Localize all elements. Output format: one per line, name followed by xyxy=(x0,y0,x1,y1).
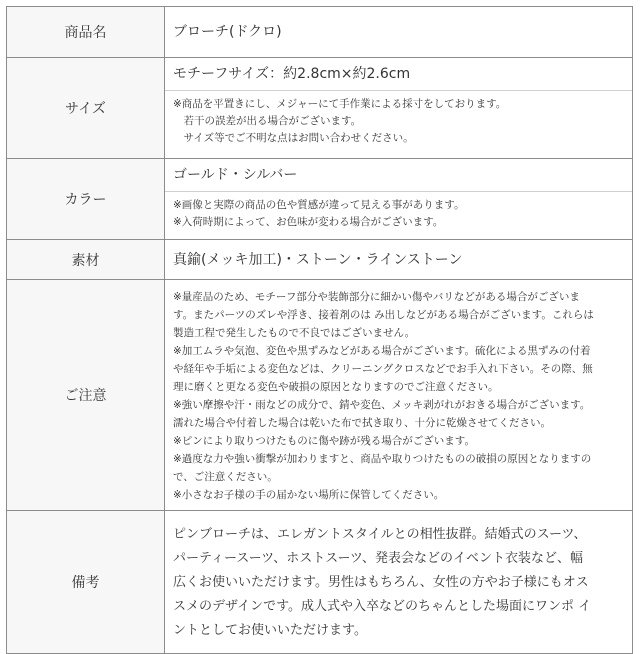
remarks-line: パーティースーツ、ホストスーツ、発表会などのイベント衣装など、幅 xyxy=(173,551,584,566)
note-line: ※商品を平置きにし、メジャーにて手作業による採寸をしております。 xyxy=(173,98,507,110)
remarks-text xyxy=(165,511,632,653)
row-label-remarks: 備考 xyxy=(7,511,165,654)
table-row xyxy=(7,511,633,654)
size-notes xyxy=(165,90,632,151)
remarks-line: スメのデザインです。成人式や入卒などのちゃんとした場面にワンポ イ xyxy=(173,599,592,614)
caution-notes xyxy=(165,280,632,510)
row-value-caution xyxy=(165,280,633,511)
table-row xyxy=(7,159,633,240)
note-line: サイズ等でご不明な点はお問い合わせください。 xyxy=(173,132,414,144)
remarks-line: ントとしてお使いいただけます。 xyxy=(173,623,367,638)
row-value-name xyxy=(165,7,633,58)
note-line: で、ご注意ください。 xyxy=(173,471,278,483)
row-label-material: 素材 xyxy=(7,240,165,280)
row-label-size: サイズ xyxy=(7,58,165,159)
row-value-remarks xyxy=(165,511,633,654)
table-row xyxy=(7,7,633,58)
remarks-line: 広くお使いいただけます。男性はもちろん、女性の方やお子様にもオス xyxy=(173,575,589,590)
note-line: や経年や手垢による変色などは、クリーニングクロスなどでお手入れ下さい。その際、無 xyxy=(173,363,593,375)
note-line: ※加工ムラや気泡、変色や黒ずみなどがある場合がございます。硫化による黒ずみの付着 xyxy=(173,345,591,357)
color-value: ゴールド・シルバー xyxy=(173,167,298,183)
table-row xyxy=(7,58,633,159)
note-line: ※過度な力や強い衝撃が加わりますと、商品や取りつけたものの破損の原因となりますの xyxy=(173,453,592,465)
note-line: 若干の誤差が出る場合がございます。 xyxy=(173,115,362,127)
note-line: ※小さなお子様の手の届かない場所に保管してください。 xyxy=(173,489,445,501)
note-line: ※量産品のため、モチーフ部分や装飾部分に細かい傷やバリなどがある場合がございま xyxy=(173,291,580,303)
row-value-color xyxy=(165,159,633,240)
product-name: ブローチ(ドクロ) xyxy=(173,24,282,40)
note-line: 理に磨くと更なる変色や破損の原因となりますのでご注意ください。 xyxy=(173,381,499,393)
note-line: ※強い摩擦や汗・雨などの成分で、錆や変色、メッキ剥がれがおきる場合がございます。 xyxy=(173,399,591,411)
note-line: 濡れた場合や付着した場合は乾いた布で拭き取り、十分に乾燥させてください。 xyxy=(173,417,551,429)
row-value-material xyxy=(165,240,633,280)
row-label-name: 商品名 xyxy=(7,7,165,58)
note-line: ※画像と実際の商品の色や質感が違って見える事があります。 xyxy=(173,199,465,211)
row-label-color: カラー xyxy=(7,159,165,240)
material-value: 真鍮(メッキ加工)・ストーン・ラインストーン xyxy=(173,251,463,268)
row-value-size xyxy=(165,58,633,159)
product-spec-table xyxy=(6,6,633,654)
note-line: 製造工程で発生したもので不良ではございません。 xyxy=(173,327,416,339)
note-line: ※入荷時期によって、お色味が変わる場合がございます。 xyxy=(173,216,444,228)
row-label-caution: ご注意 xyxy=(7,280,165,511)
remarks-line: ピンブローチは、エレガントスタイルとの相性抜群。結婚式のスーツ、 xyxy=(173,527,587,542)
table-row xyxy=(7,280,633,511)
table-row xyxy=(7,240,633,280)
note-line: ※ピンにより取りつけたものに傷や跡が残る場合がございます。 xyxy=(173,435,475,447)
note-line: す。またパーツのズレや浮き、接着剤のは み出しなどがある場合がございます。これらは xyxy=(173,309,594,321)
color-notes xyxy=(165,191,632,235)
size-value: モチーフサイズ：約2.8cm×約2.6cm xyxy=(173,66,411,82)
